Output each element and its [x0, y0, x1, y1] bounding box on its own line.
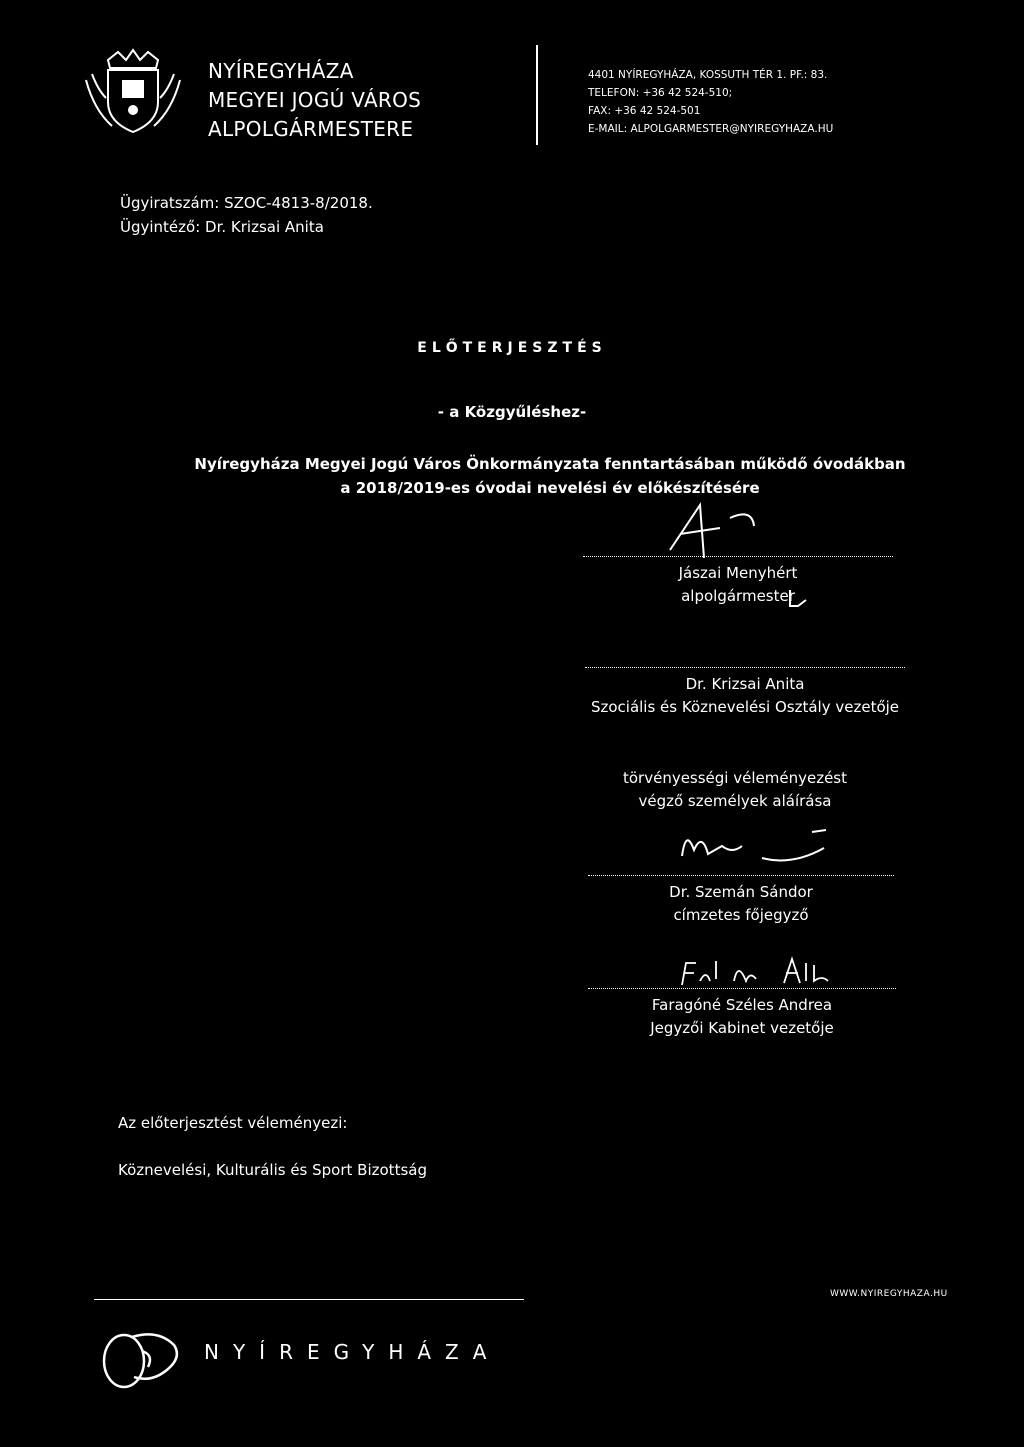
- reviewer-name: Dr. Szemán Sándor: [669, 883, 813, 901]
- reviewer-role: Jegyzői Kabinet vezetője: [650, 1019, 834, 1037]
- org-name-line1: NYÍREGYHÁZA: [208, 59, 354, 83]
- signature-block-cabinet-head: [588, 987, 896, 1040]
- file-number: Ügyiratszám: SZOC-4813-8/2018.: [120, 194, 373, 212]
- handwritten-signature: [672, 818, 842, 870]
- signature-line: [585, 666, 905, 668]
- handwritten-signature: [676, 955, 856, 989]
- opinion-heading: Az előterjesztést véleményezi:: [118, 1114, 348, 1132]
- signature-block-deputy-mayor: [583, 555, 893, 608]
- handwritten-initial: [786, 588, 812, 610]
- footer-divider: [94, 1299, 524, 1300]
- subject-line1: Nyíregyháza Megyei Jogú Város Önkormányzata fenntartásában működő óvodákban: [194, 455, 906, 473]
- footer-wordmark: NYÍREGYHÁZA: [204, 1340, 501, 1364]
- address-text: 4401 NYÍREGYHÁZA, KOSSUTH TÉR 1. PF.: 83.: [588, 69, 828, 81]
- legal-review-line1: törvényességi véleményezést: [622, 769, 847, 787]
- committee-name: Köznevelési, Kulturális és Sport Bizottság: [118, 1161, 427, 1179]
- coat-of-arms-logo: [78, 40, 188, 140]
- signature-block-department-head: [585, 666, 905, 719]
- reviewer-role: címzetes főjegyző: [673, 906, 809, 924]
- signatory-name: Jászai Menyhért: [678, 564, 798, 582]
- email-text: E-MAIL: ALPOLGARMESTER@NYIREGYHAZA.HU: [588, 123, 834, 135]
- city-logo-icon: [98, 1325, 182, 1391]
- signature-line: [588, 874, 894, 876]
- header-divider: [536, 45, 538, 145]
- contact-block: [588, 66, 833, 138]
- signature-line: [588, 987, 896, 989]
- signatory-name: Dr. Krizsai Anita: [685, 675, 805, 693]
- document-title: ELŐTERJESZTÉS: [417, 340, 607, 356]
- handwritten-signature: [660, 500, 770, 562]
- footer-website: WWW.NYIREGYHAZA.HU: [830, 1289, 948, 1299]
- legal-review-line2: végző személyek aláírása: [638, 792, 832, 810]
- org-name-line3: ALPOLGÁRMESTERE: [208, 117, 414, 141]
- org-name-line2: MEGYEI JOGÚ VÁROS: [208, 88, 422, 112]
- subject-line2: a 2018/2019-es óvodai nevelési év előkészítésére: [340, 479, 760, 497]
- signatory-role: alpolgármester: [681, 587, 795, 605]
- addressee: - a Közgyűléshez-: [437, 403, 587, 421]
- phone-text: TELEFON: +36 42 524-510;: [588, 87, 733, 99]
- signatory-role: Szociális és Köznevelési Osztály vezetője: [590, 698, 900, 716]
- case-handler: Ügyintéző: Dr. Krizsai Anita: [120, 218, 324, 236]
- fax-text: FAX: +36 42 524-501: [588, 105, 701, 117]
- legal-review-heading: [565, 767, 905, 813]
- signature-block-chief-notary: [588, 874, 894, 927]
- reviewer-name: Faragóné Széles Andrea: [651, 996, 833, 1014]
- subject: [0, 452, 1024, 500]
- org-name: [208, 57, 421, 144]
- case-info: [120, 191, 373, 239]
